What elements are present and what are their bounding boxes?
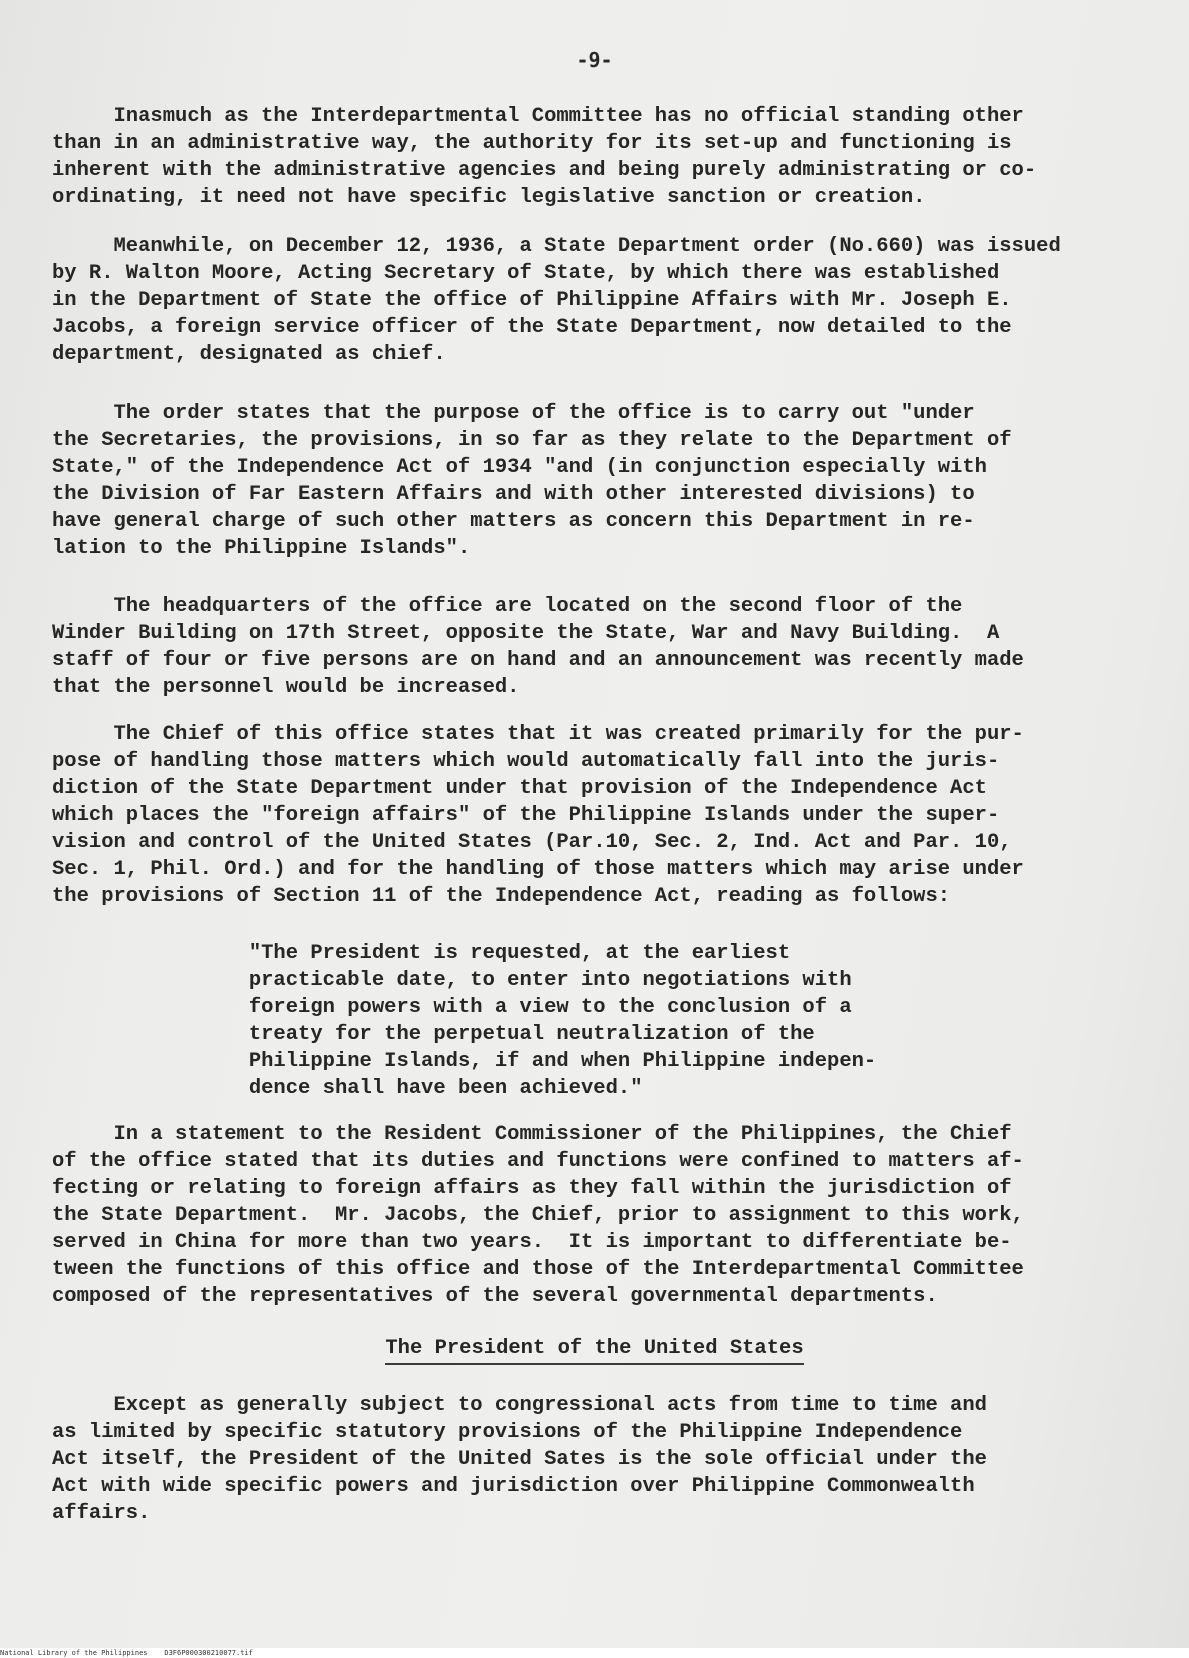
paragraph-resident-commissioner: In a statement to the Resident Commissioner of the Philippines, the Chief of the office stated that its duties and functions were confined to matters af- fecting or relating to foreign affairs as they fall within the jurisdiction of the State Department. Mr. Jacobs, the Chief, prior to assignment to this work, served in China for more than two years. It is important to differentiate be- tween the functions of this office and those of the Interdepartmental Committee composed of the representatives of the several governmental departments. — [52, 1123, 1024, 1308]
paragraph-president-powers: Except as generally subject to congressional acts from time to time and as limited by specific statutory provisions of the Philippine Independence Act itself, the President of the United Sates is the sole official under the Act with wide specific powers and jurisdiction over Philippine Commonwealth affairs. — [52, 1394, 987, 1525]
paragraph-committee-standing: Inasmuch as the Interdepartmental Committee has no official standing other than in an administrative way, the authority for its set-up and functioning is inherent with the administrative agencies and being purely administrating or co- ordinating, it need not have specific legislative sanction or creation. — [52, 105, 1037, 209]
section-heading-text: The President of the United States — [385, 1337, 803, 1365]
paragraph-headquarters: The headquarters of the office are located on the second floor of the Winder Building on 17th Street, opposite the State, War and Navy Building. A staff of four or five persons are on hand and an announcement was recently made that the personnel would be increased. — [52, 595, 1024, 699]
page-number: -9- — [576, 48, 613, 72]
paragraph-office-purpose: The order states that the purpose of the office is to carry out "under the Secretaries, the provisions, in so far as they relate to the Department of State," of the Independence Act of 1934 "and (in conjunction especially with the Division of Far Eastern Affairs and with other interested divisions) to have general charge of such other matters as concern this Department in re- lation to the Philippine Islands". — [52, 402, 1012, 560]
paragraph-chief-statement: The Chief of this office states that it was created primarily for the pur- pose of handling those matters which would automatically fall into the juris- diction of the State Department under that provision of the Independence Act which places the "foreign affairs" of the Philippine Islands under the super- vision and control of the United States (Par.10, Sec. 2, Ind. Act and Par. 10, Sec. 1, Phil. Ord.) and for the handling of those matters which may arise under the provisions of Section 11 of the Independence Act, reading as follows: — [52, 723, 1024, 908]
paragraph-state-department-order: Meanwhile, on December 12, 1936, a State Department order (No.660) was issued by R. Walton Moore, Acting Secretary of State, by which there was established in the Department of State the office of Philippine Affairs with Mr. Joseph E. Jacobs, a foreign service officer of the State Department, now detailed to the department, designated as chief. — [52, 235, 1061, 366]
section-heading — [0, 1337, 1189, 1360]
archive-footer: National Library of the Philippines D3F6P000300210077.tif — [0, 1648, 1189, 1658]
section-11-quote: "The President is requested, at the earliest practicable date, to enter into negotiations with foreign powers with a view to the conclusion of a treaty for the perpetual neutralization of the Philippine Islands, if and when Philippine indepen- dence shall have been achieved." — [248, 942, 877, 1100]
